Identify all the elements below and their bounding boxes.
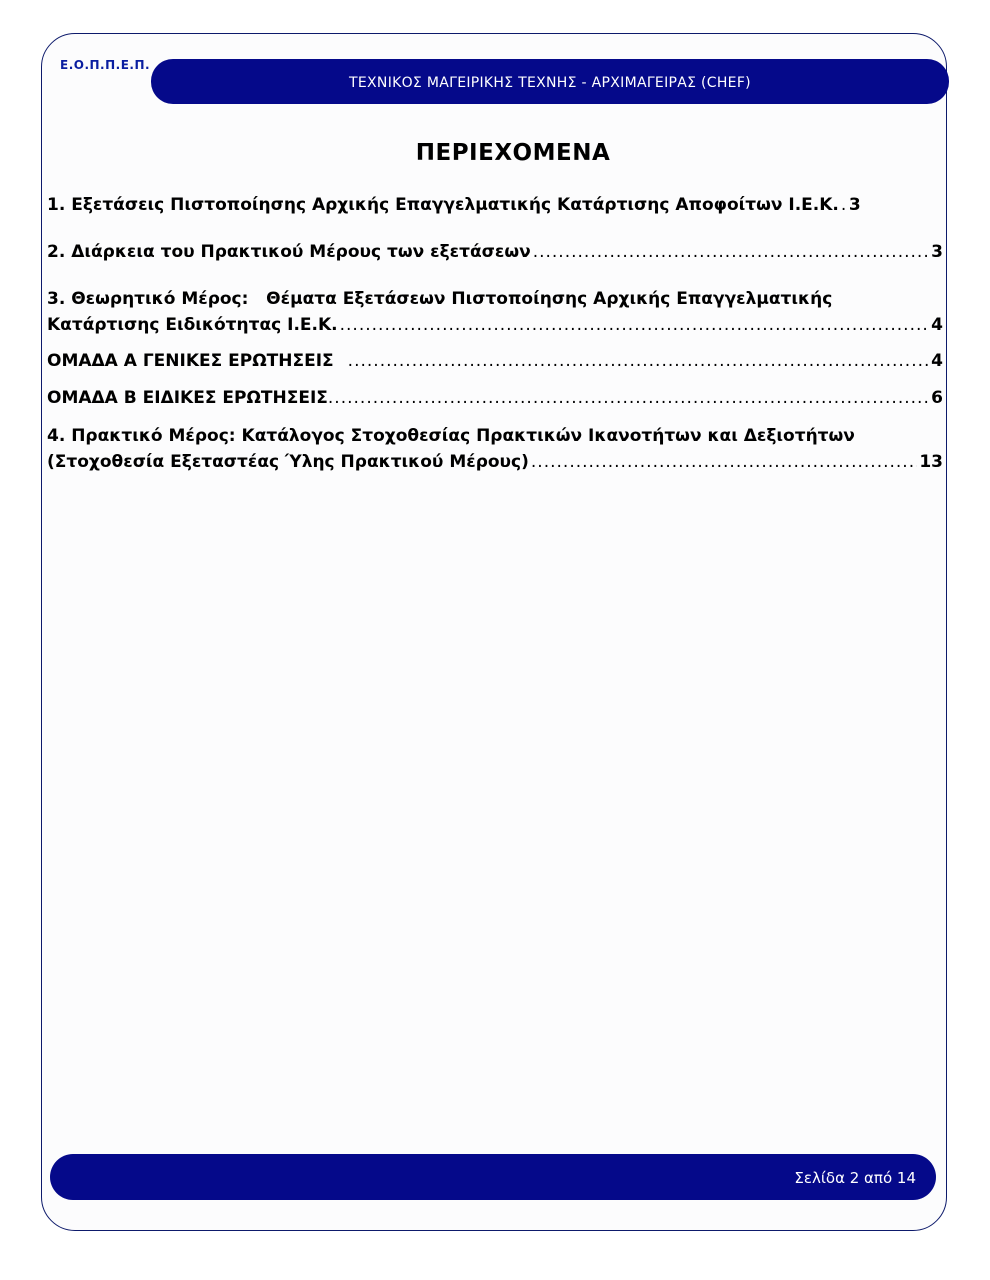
toc-page-number: 3 — [848, 195, 861, 215]
toc-page-number: 4 — [931, 315, 943, 335]
toc-entry-3[interactable] — [47, 286, 943, 338]
toc-leader — [348, 348, 929, 374]
toc-entry-text-line2: Κατάρτισης Ειδικότητας Ι.Ε.Κ. — [47, 315, 338, 335]
toc-entry-1[interactable] — [47, 192, 943, 218]
toc-entry-4[interactable] — [47, 348, 943, 374]
toc-entry-text: ΟΜΑΔΑ Β ΕΙΔΙΚΕΣ ΕΡΩΤΗΣΕΙΣ — [47, 388, 328, 408]
toc-leader — [841, 192, 847, 218]
toc-entry-text-line1: 3. Θεωρητικό Μέρος: Θέματα Εξετάσεων Πιστοποίησης Αρχικής Επαγγελματικής — [47, 289, 833, 309]
page-title: ΠΕΡΙΕΧΟΜΕΝΑ — [415, 140, 611, 166]
toc-leader — [533, 239, 929, 265]
toc-entry-6[interactable] — [47, 423, 943, 475]
toc-page-number: 13 — [919, 452, 943, 472]
toc-entry-text-line1: 4. Πρακτικό Μέρος: Κατάλογος Στοχοθεσίας Πρακτικών Ικανοτήτων και Δεξιοτήτων — [47, 426, 855, 446]
toc-leader — [340, 312, 930, 338]
toc-entry-5[interactable] — [47, 385, 943, 411]
org-acronym: Ε.Ο.Π.Π.Ε.Π. — [60, 58, 151, 72]
header-banner — [151, 59, 949, 104]
toc-entry-text: 1. Εξετάσεις Πιστοποίησης Αρχικής Επαγγελματικής Κατάρτισης Αποφοίτων Ι.Ε.Κ. — [47, 195, 839, 215]
toc-entry-text: ΟΜΑΔΑ Α ΓΕΝΙΚΕΣ ΕΡΩΤΗΣΕΙΣ — [47, 351, 334, 371]
toc-entry-text-line2: (Στοχοθεσία Εξεταστέας Ύλης Πρακτικού Μέρους) — [47, 452, 529, 472]
toc-page-number: 3 — [931, 242, 943, 262]
toc-page-number: 6 — [931, 388, 943, 408]
page-number-label: Σελίδα 2 από 14 — [794, 1169, 916, 1187]
toc-entry-text: 2. Διάρκεια του Πρακτικού Μέρους των εξετάσεων — [47, 242, 531, 262]
header-title: ΤΕΧΝΙΚΟΣ ΜΑΓΕΙΡΙΚΗΣ ΤΕΧΝΗΣ - ΑΡΧΙΜΑΓΕΙΡΑΣ (CHEF) — [349, 75, 751, 91]
toc-entry-2[interactable] — [47, 239, 943, 265]
toc-leader — [531, 449, 917, 475]
footer-banner — [50, 1154, 936, 1200]
toc-leader — [328, 385, 929, 411]
toc-page-number: 4 — [931, 351, 943, 371]
